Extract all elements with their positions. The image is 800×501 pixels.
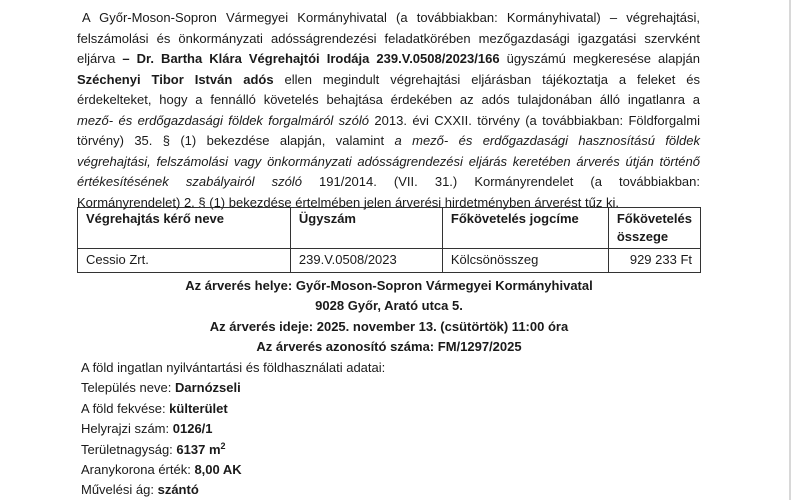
auction-time: Az árverés ideje: 2025. november 13. (csütörtök) 11:00 óra <box>209 319 569 334</box>
field-value: 8,00 AK <box>194 462 242 477</box>
land-field-cultivation <box>81 480 199 501</box>
paragraph-line <box>77 70 700 91</box>
italic-text: mező- és erdőgazdasági földek forgalmáról szóló <box>77 112 370 128</box>
text: törvény) 35. § (1) bekezdése alapján, valamint <box>77 133 395 148</box>
land-field-gold-crown <box>81 460 242 481</box>
paragraph-line <box>77 8 700 29</box>
paragraph-line <box>77 111 700 132</box>
text: felszámolási és önkormányzati adósságrendezési feladatkörében mezőgazdasági igazgatási szervként <box>77 30 700 46</box>
auction-place: Az árverés helye: Győr-Moson-Sopron Vármegyei Kormányhivatal <box>185 278 593 293</box>
bold-text: – Dr. Bartha Klára Végrehajtói Irodája 239.V.0508/2023/166 <box>122 51 500 66</box>
land-field-settlement <box>81 378 241 399</box>
cell-claim-amount: 929 233 Ft <box>608 249 700 273</box>
page-edge <box>789 0 791 500</box>
table-header-row <box>78 208 701 249</box>
land-field-parcel-number <box>81 419 213 440</box>
text: 2013. évi CXXII. törvény (a továbbiakban: Földforgalmi <box>369 112 700 128</box>
text: A Győr-Moson-Sopron Vármegyei Kormányhivatal (a továbbiakban: Kormányhivatal) – végrehajtási, <box>82 10 700 25</box>
field-label: Helyrajzi szám: <box>81 421 173 436</box>
col-header-creditor: Végrehajtás kérő neve <box>78 208 291 249</box>
field-value-sup: 2 <box>220 441 226 451</box>
land-field-area <box>81 440 226 461</box>
paragraph-line <box>77 29 700 50</box>
table-row <box>78 249 701 273</box>
field-label: Település neve: <box>81 380 175 395</box>
italic-text: értékesítésének szabályairól szóló <box>77 174 302 189</box>
paragraph-line <box>77 172 700 193</box>
field-value: szántó <box>157 482 199 497</box>
field-value: Darnózseli <box>174 380 241 395</box>
creditor-table <box>77 207 701 273</box>
col-header-claim-amount: Főkövetelés összege <box>608 208 700 249</box>
cell-creditor: Cessio Zrt. <box>78 249 291 273</box>
auction-id: Az árverés azonosító száma: FM/1297/2025 <box>256 339 522 354</box>
field-value: külterület <box>169 401 228 416</box>
text: ellen megindult végrehajtási eljárásban tájékoztatja a feleket és <box>273 71 701 87</box>
col-header-case-number: Ügyszám <box>290 208 442 249</box>
paragraph-line <box>77 131 700 152</box>
field-label: Aranykorona érték: <box>81 462 195 477</box>
field-value: 0126/1 <box>172 421 213 436</box>
field-label: A föld fekvése: <box>81 401 170 416</box>
intro-paragraph <box>77 8 700 213</box>
text: ügyszámú megkeresése alapján <box>499 51 700 66</box>
text: érdekelteket, hogy a fennálló követelés behajtása érdekében az adós tulajdonában álló ingatlanra a <box>77 92 700 107</box>
text: 191/2014. (VII. 31.) Kormányrendelet (a továbbiakban: <box>301 174 700 189</box>
paragraph-line <box>77 90 700 111</box>
col-header-claim-title: Főkövetelés jogcíme <box>442 208 608 249</box>
auction-address: 9028 Győr, Arató utca 5. <box>315 298 463 313</box>
text: Kormányrendelet) 2. § (1) bekezdése értelmében jelen árverési hirdetményben árverést tűz ki. <box>77 194 619 210</box>
land-field-location <box>81 399 228 420</box>
text: eljárva <box>77 51 123 66</box>
bold-text: Széchenyi Tibor István adós <box>77 71 274 87</box>
paragraph-line <box>77 49 700 70</box>
field-label: Területnagyság: <box>81 442 177 457</box>
italic-text: végrehajtási, felszámolási vagy önkormányzati adósságrendezési eljárás keretében árverés útján történő <box>77 153 700 169</box>
field-label: Művelési ág: <box>81 482 158 497</box>
cell-claim-title: Kölcsönösszeg <box>442 249 608 273</box>
italic-text: a mező- és erdőgazdasági hasznosítású földek <box>394 133 701 148</box>
cell-case-number: 239.V.0508/2023 <box>290 249 442 273</box>
field-value: 6137 m <box>176 442 221 457</box>
land-heading: A föld ingatlan nyilvántartási és földhasználati adatai: <box>81 360 386 375</box>
paragraph-line <box>77 152 700 173</box>
